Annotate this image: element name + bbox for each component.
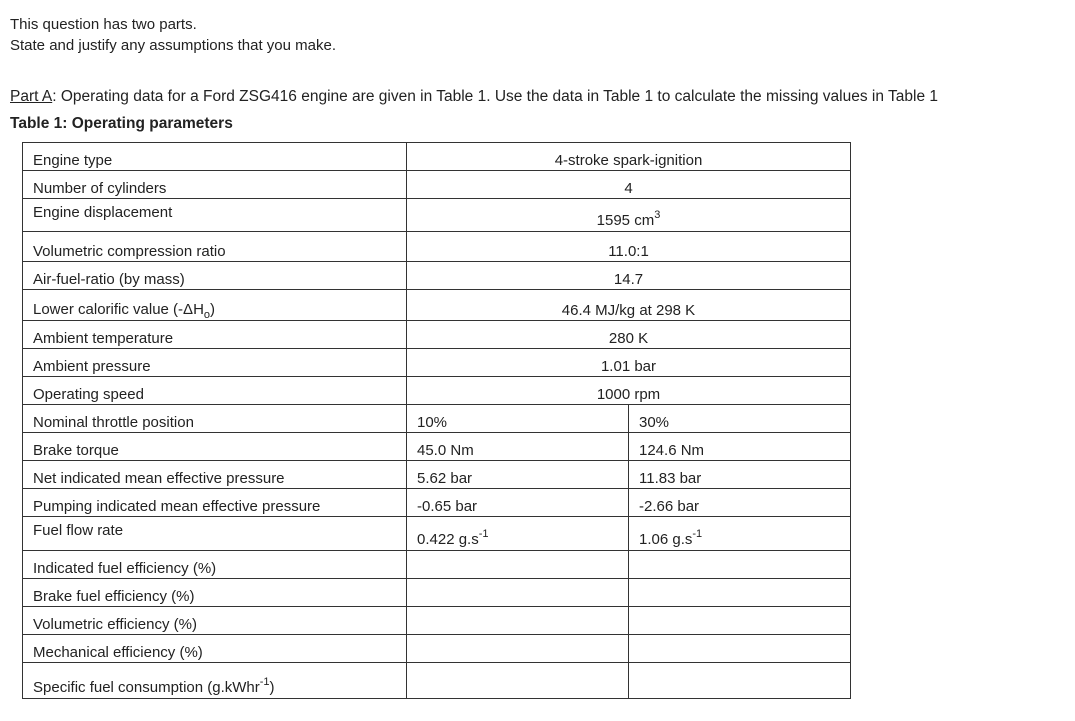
row-label: Engine displacement (23, 199, 407, 232)
empty-answer-cell (407, 607, 629, 635)
row-label: Operating speed (23, 377, 407, 405)
row-label: Volumetric compression ratio (23, 232, 407, 262)
table-row (23, 262, 851, 290)
empty-answer-cell (407, 579, 629, 607)
row-label: Brake fuel efficiency (%) (23, 579, 407, 607)
lcv-label: Lower calorific value (-ΔH (33, 301, 204, 318)
row-label: Ambient temperature (23, 321, 407, 349)
table-row (23, 377, 851, 405)
table-row (23, 579, 851, 607)
empty-answer-cell (629, 579, 851, 607)
row-label (23, 663, 407, 699)
row-label: Volumetric efficiency (%) (23, 607, 407, 635)
operating-parameters-table (22, 142, 851, 699)
table-row (23, 635, 851, 663)
row-label: Ambient pressure (23, 349, 407, 377)
col-10pct-value (407, 517, 629, 551)
row-label: Number of cylinders (23, 171, 407, 199)
sfc-unit-superscript: -1 (259, 676, 270, 688)
row-value: 4-stroke spark-ignition (407, 143, 851, 171)
table-row (23, 199, 851, 232)
row-label: Engine type (23, 143, 407, 171)
sfc-label: Specific fuel consumption (g.kWhr (33, 679, 260, 696)
table-row (23, 461, 851, 489)
table-row (23, 607, 851, 635)
col-30pct-value: 124.6 Nm (629, 433, 851, 461)
fuel-flow-30-unit-superscript: -1 (692, 528, 703, 540)
col-10pct-value: -0.65 bar (407, 489, 629, 517)
empty-answer-cell (407, 663, 629, 699)
table-row (23, 663, 851, 699)
table-row (23, 321, 851, 349)
sfc-label-close: ) (269, 679, 275, 696)
row-label: Net indicated mean effective pressure (23, 461, 407, 489)
table-row (23, 349, 851, 377)
row-label (23, 290, 407, 321)
col-30pct-value: 30% (629, 405, 851, 433)
displacement-unit-superscript: 3 (654, 209, 661, 221)
row-value: 1.01 bar (407, 349, 851, 377)
fuel-flow-30-value: 1.06 g.s (639, 531, 693, 548)
table-row (23, 405, 851, 433)
row-label: Air-fuel-ratio (by mass) (23, 262, 407, 290)
fuel-flow-10-value: 0.422 g.s (417, 531, 479, 548)
empty-answer-cell (629, 635, 851, 663)
intro-line-1: This question has two parts. (10, 16, 197, 33)
col-30pct-value: -2.66 bar (629, 489, 851, 517)
row-label: Pumping indicated mean effective pressure (23, 489, 407, 517)
empty-answer-cell (629, 551, 851, 579)
row-value (407, 199, 851, 232)
question-intro (10, 14, 336, 56)
row-label: Indicated fuel efficiency (%) (23, 551, 407, 579)
row-label: Mechanical efficiency (%) (23, 635, 407, 663)
fuel-flow-10-unit-superscript: -1 (478, 528, 489, 540)
row-value: 1000 rpm (407, 377, 851, 405)
row-value: 4 (407, 171, 851, 199)
col-10pct-value: 5.62 bar (407, 461, 629, 489)
table-row (23, 143, 851, 171)
empty-answer-cell (407, 635, 629, 663)
col-30pct-value: 11.83 bar (629, 461, 851, 489)
table-row (23, 551, 851, 579)
col-10pct-value: 10% (407, 405, 629, 433)
row-value: 46.4 MJ/kg at 298 K (407, 290, 851, 321)
row-label: Fuel flow rate (23, 517, 407, 551)
row-label: Brake torque (23, 433, 407, 461)
table-row (23, 433, 851, 461)
empty-answer-cell (629, 663, 851, 699)
part-a-instructions (10, 86, 938, 107)
intro-line-2: State and justify any assumptions that you make. (10, 37, 337, 54)
empty-answer-cell (629, 607, 851, 635)
table-row (23, 171, 851, 199)
table-row (23, 517, 851, 551)
row-value: 11.0:1 (407, 232, 851, 262)
lcv-label-close: ) (210, 301, 216, 318)
row-value: 280 K (407, 321, 851, 349)
row-label: Nominal throttle position (23, 405, 407, 433)
empty-answer-cell (407, 551, 629, 579)
displacement-value: 1595 cm (596, 212, 655, 229)
table-row (23, 489, 851, 517)
col-30pct-value (629, 517, 851, 551)
table-title: Table 1: Operating parameters (10, 115, 233, 132)
lcv-subscript: o (203, 309, 211, 321)
part-a-label: Part A (10, 88, 53, 105)
row-value: 14.7 (407, 262, 851, 290)
col-10pct-value: 45.0 Nm (407, 433, 629, 461)
part-a-text: : Operating data for a Ford ZSG416 engine are given in Table 1. Use the data in Table 1 to calculate the missing values in Table 1 (52, 88, 938, 105)
table-row (23, 232, 851, 262)
table-row (23, 290, 851, 321)
